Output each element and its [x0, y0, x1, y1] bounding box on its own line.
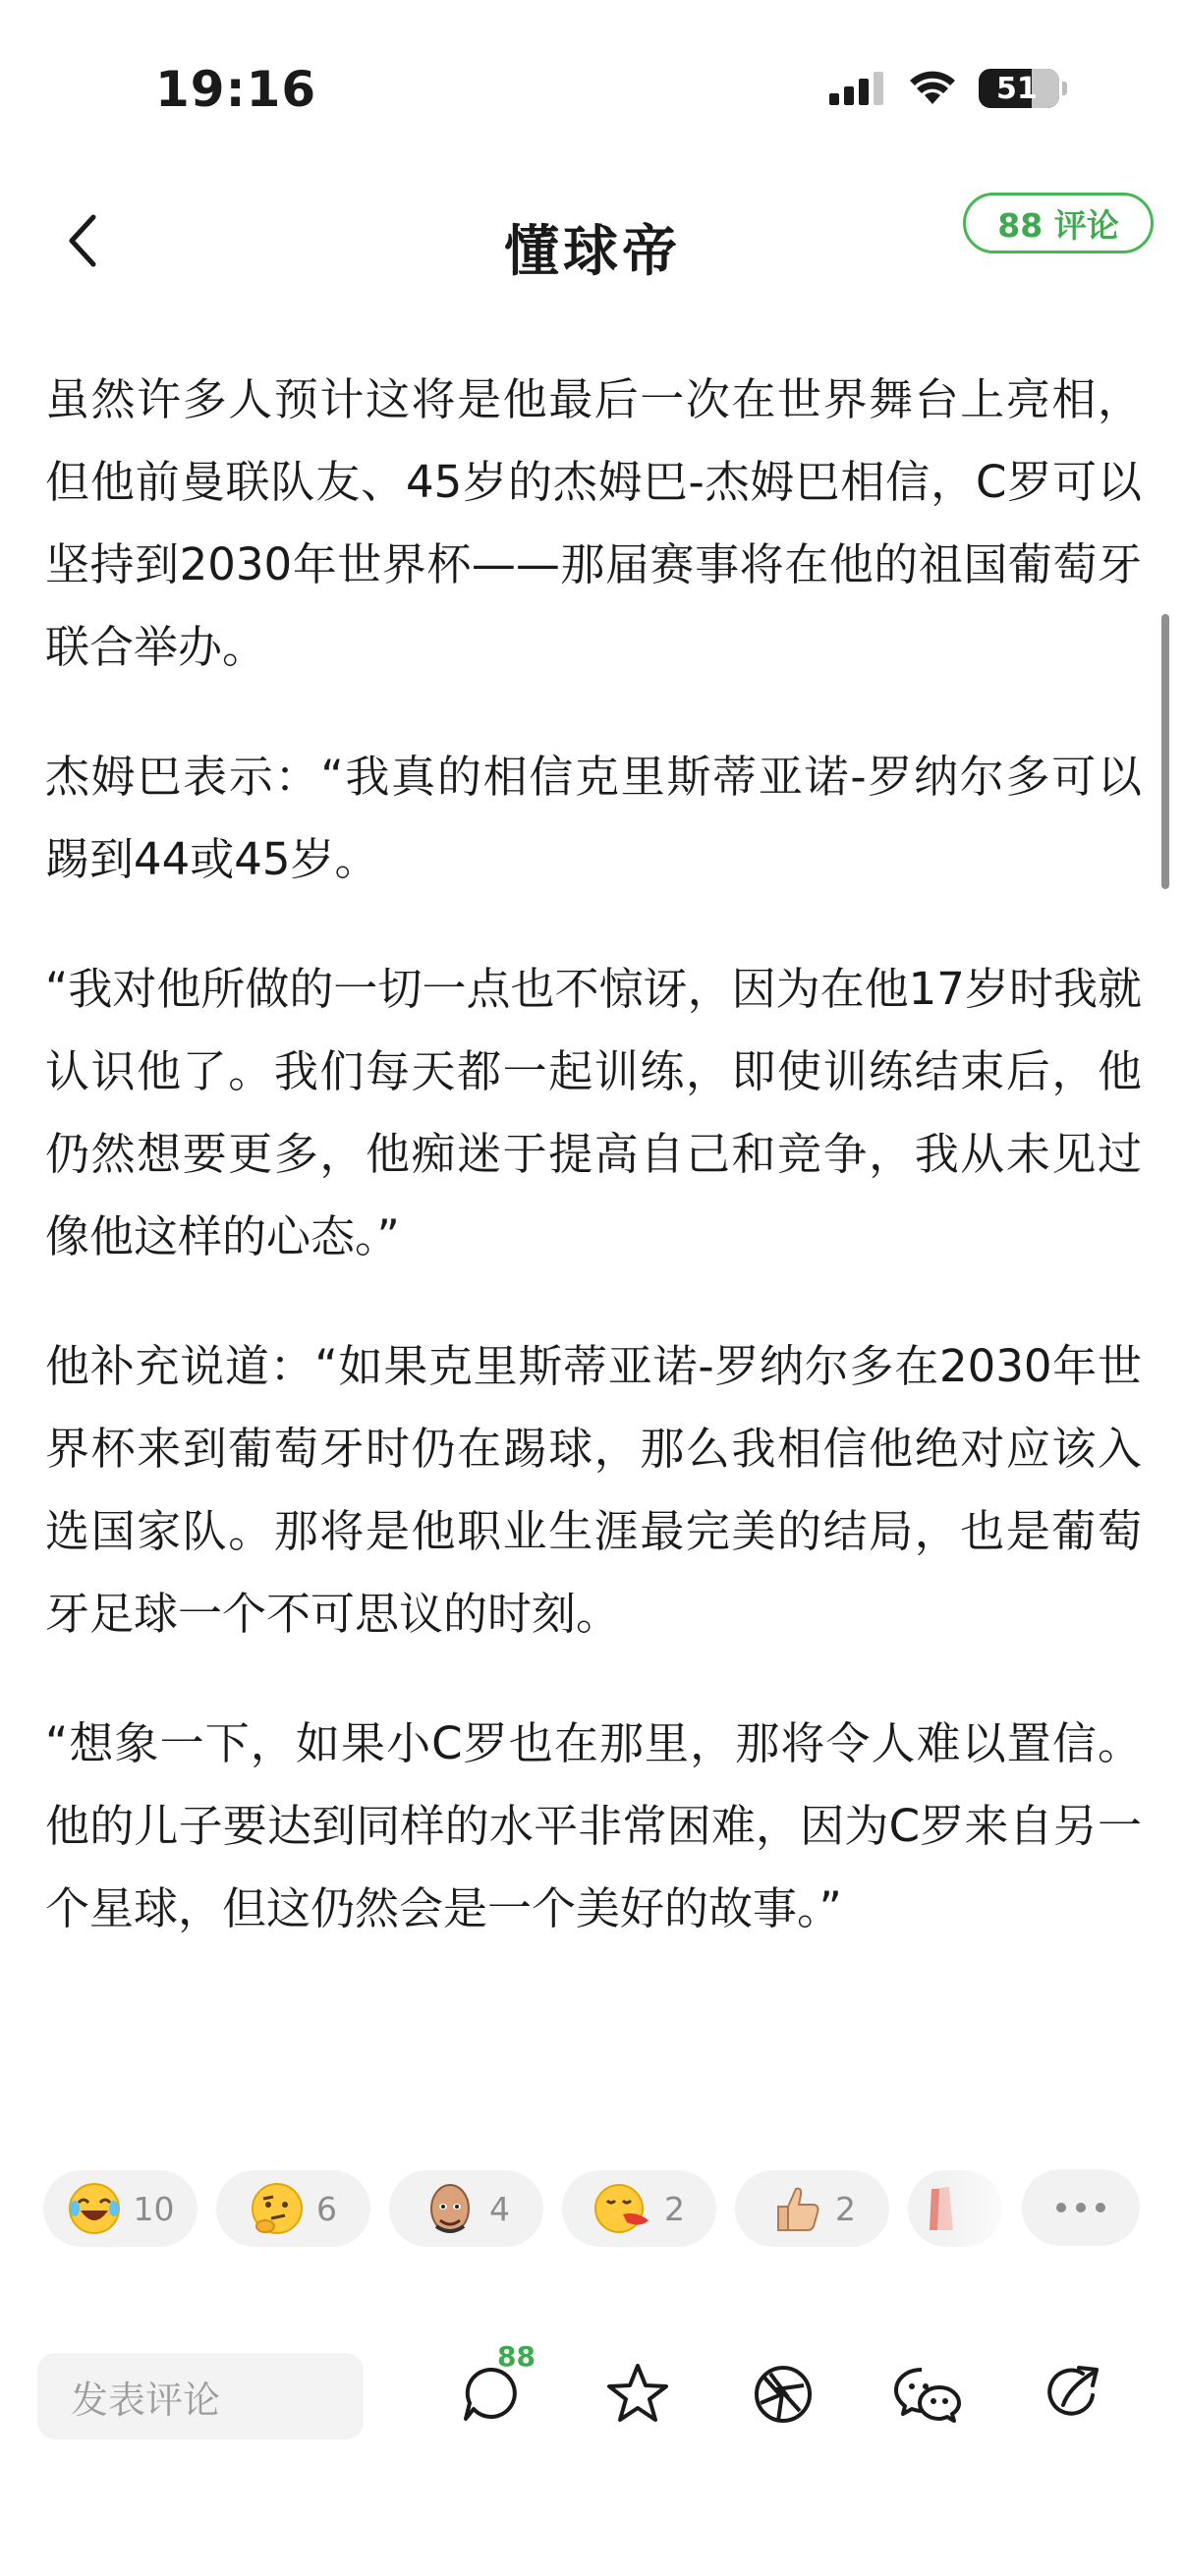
reaction-count: 4 — [489, 2189, 510, 2228]
status-bar — [0, 0, 1185, 187]
comment-count-badge: 88 — [497, 2340, 536, 2373]
article-paragraph: 杰姆巴表示：“我真的相信克里斯蒂亚诺-罗纳尔多可以踢到44或45岁。 — [45, 751, 1142, 885]
share-button[interactable] — [1032, 2352, 1116, 2436]
article-paragraph: “想象一下，如果小C罗也在那里，那将令人难以置信。他的儿子要达到同样的水平非常困难，因为C罗来自另一个星球，但这仍然会是一个美好的故事。” — [45, 1717, 1142, 1934]
vomiting-emoji-icon — [593, 2181, 652, 2236]
reaction-laughing[interactable] — [43, 2170, 198, 2247]
reaction-thumbs-up[interactable] — [735, 2170, 889, 2247]
share-arrow-icon — [1040, 2360, 1108, 2429]
moments-share-button[interactable] — [741, 2352, 825, 2436]
reaction-count: 6 — [316, 2189, 337, 2228]
reaction-fade — [943, 2161, 1032, 2255]
battery-icon — [979, 69, 1067, 108]
star-icon — [603, 2360, 672, 2429]
bottom-bar — [0, 2338, 1185, 2466]
comments-button[interactable]: 88 评论 — [963, 193, 1154, 253]
status-icons — [829, 69, 1067, 108]
laughing-emoji-icon — [67, 2181, 122, 2236]
article-paragraph: 他补充说道：“如果克里斯蒂亚诺-罗纳尔多在2030年世界杯来到葡萄牙时仍在踢球，那么我相信他绝对应该入选国家队。那将是他职业生涯最完美的结局，也是葡萄牙足球一个不可思议的时刻。 — [45, 1340, 1142, 1640]
reaction-count: 2 — [835, 2189, 856, 2228]
wechat-share-button[interactable] — [886, 2352, 971, 2436]
more-dot — [1056, 2203, 1066, 2212]
thumbs-up-icon — [768, 2181, 823, 2236]
article-body — [45, 359, 1142, 1997]
status-time: 19:16 — [155, 61, 317, 118]
reaction-vomiting[interactable] — [562, 2170, 716, 2247]
more-dot — [1076, 2203, 1086, 2212]
article-paragraph: “我对他所做的一切一点也不惊讶，因为在他17岁时我就认识他了。我们每天都一起训练，即使训练结束后，他仍然想要更多，他痴迷于提高自己和竞争，我从未见过像他这样的心态。” — [45, 963, 1142, 1262]
moments-share-icon — [749, 2360, 818, 2429]
favorite-button[interactable] — [595, 2352, 680, 2436]
article-paragraph: 虽然许多人预计这将是他最后一次在世界舞台上亮相，但他前曼联队友、45岁的杰姆巴-杰姆巴相信，C罗可以坚持到2030年世界杯——那届赛事将在他的祖国葡萄牙联合举办。 — [45, 373, 1142, 673]
reaction-bald-man[interactable] — [389, 2170, 543, 2247]
reaction-thinking[interactable] — [216, 2170, 370, 2247]
reaction-count: 2 — [664, 2189, 685, 2228]
wechat-icon — [892, 2360, 965, 2429]
reaction-count: 10 — [133, 2189, 175, 2228]
comment-count-button[interactable] — [450, 2340, 536, 2436]
comment-input[interactable]: 发表评论 — [37, 2353, 364, 2439]
wifi-icon — [908, 71, 957, 106]
signal-icon — [829, 72, 886, 105]
bald-man-face-icon — [423, 2179, 478, 2238]
page-title: 懂球帝 — [504, 220, 681, 284]
scrollbar[interactable] — [1161, 614, 1169, 889]
nav-bar — [0, 187, 1185, 314]
more-dot — [1096, 2203, 1105, 2212]
more-reactions-button[interactable] — [1022, 2169, 1140, 2246]
thinking-emoji-icon — [250, 2181, 305, 2236]
battery-level: 51 — [996, 71, 1038, 106]
